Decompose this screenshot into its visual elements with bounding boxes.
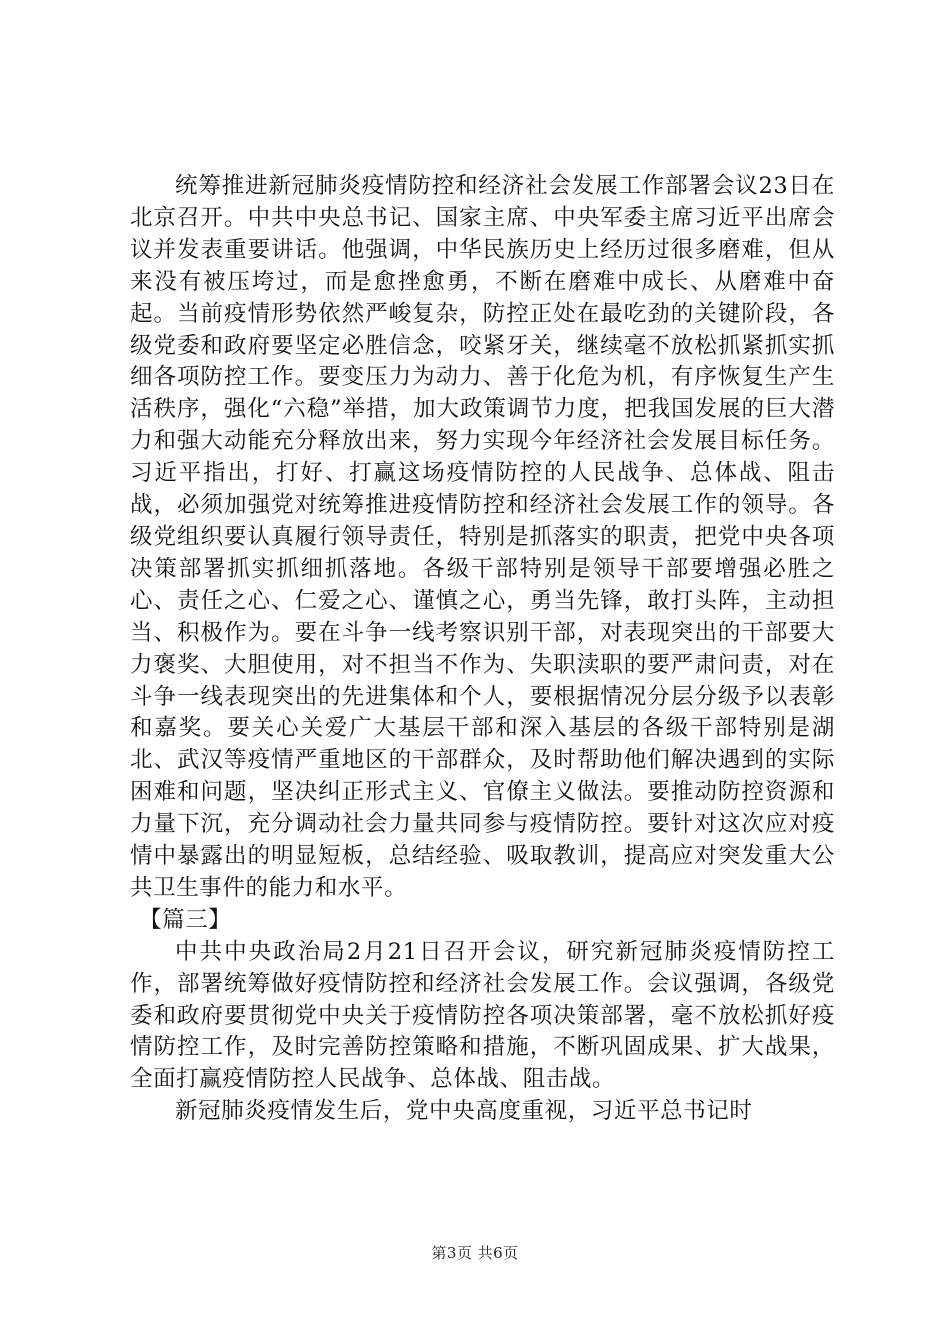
page-number-footer: 第3页 共6页 xyxy=(431,1244,519,1262)
paragraph-meeting-report: 统筹推进新冠肺炎疫情防控和经济社会发展工作部署会议23日在北京召开。中共中央总书记、国家主席、中央军委主席习近平出席会议并发表重要讲话。他强调，中华民族历史上经历过很多磨难，但从来没有被压垮过，而是愈挫愈勇，不断在磨难中成长、从磨难中奋起。当前疫情形势依然严峻复杂，防控正处在最吃劲的关键阶段，各级党委和政府要坚定必胜信念，咬紧牙关，继续毫不放松抓紧抓实抓细各项防控工作。要变压力为动力、善于化危为机，有序恢复生产生活秩序，强化“六稳”举措，加大政策调节力度，把我国发展的巨大潜力和强大动能充分释放出来，努力实现今年经济社会发展目标任务。习近平指出，打好、打赢这场疫情防控的人民战争、总体战、阻击战，必须加强党对统筹推进疫情防控和经济社会发展工作的领导。各级党组织要认真履行领导责任，特别是抓落实的职责，把党中央各项决策部署抓实抓细抓落地。各级干部特别是领导干部要增强必胜之心、责任之心、仁爱之心、谨慎之心，勇当先锋，敢打头阵，主动担当、积极作为。要在斗争一线考察识别干部，对表现突出的干部要大力褒奖、大胆使用，对不担当不作为、失职渎职的要严肃问责，对在斗争一线表现突出的先进集体和个人，要根据情况分层分级予以表彰和嘉奖。要关心关爱广大基层干部和深入基层的各级干部特别是湖北、武汉等疫情严重地区的干部群众，及时帮助他们解决遇到的实际困难和问题，坚决纠正形式主义、官僚主义做法。要推动防控资源和力量下沉，充分调动社会力量共同参与疫情防控。要针对这次应对疫情中暴露出的明显短板，总结经验、吸取教训，提高应对突发重大公共卫生事件的能力和水平。 xyxy=(130,173,835,901)
paragraph-continuation: 新冠肺炎疫情发生后，党中央高度重视，习近平总书记时 xyxy=(175,1098,753,1125)
section-heading: 【篇三】 xyxy=(139,906,232,933)
paragraph-politburo-meeting: 中共中央政治局2月21日召开会议，研究新冠肺炎疫情防控工作，部署统筹做好疫情防控和经济社会发展工作。会议强调，各级党委和政府要贯彻党中央关于疫情防控各项决策部署，毫不放松抓好疫情防控工作，及时完善防控策略和措施，不断巩固成果、扩大战果，全面打赢疫情防控人民战争、总体战、阻击战。 xyxy=(130,938,835,1093)
document-body xyxy=(130,171,835,1128)
